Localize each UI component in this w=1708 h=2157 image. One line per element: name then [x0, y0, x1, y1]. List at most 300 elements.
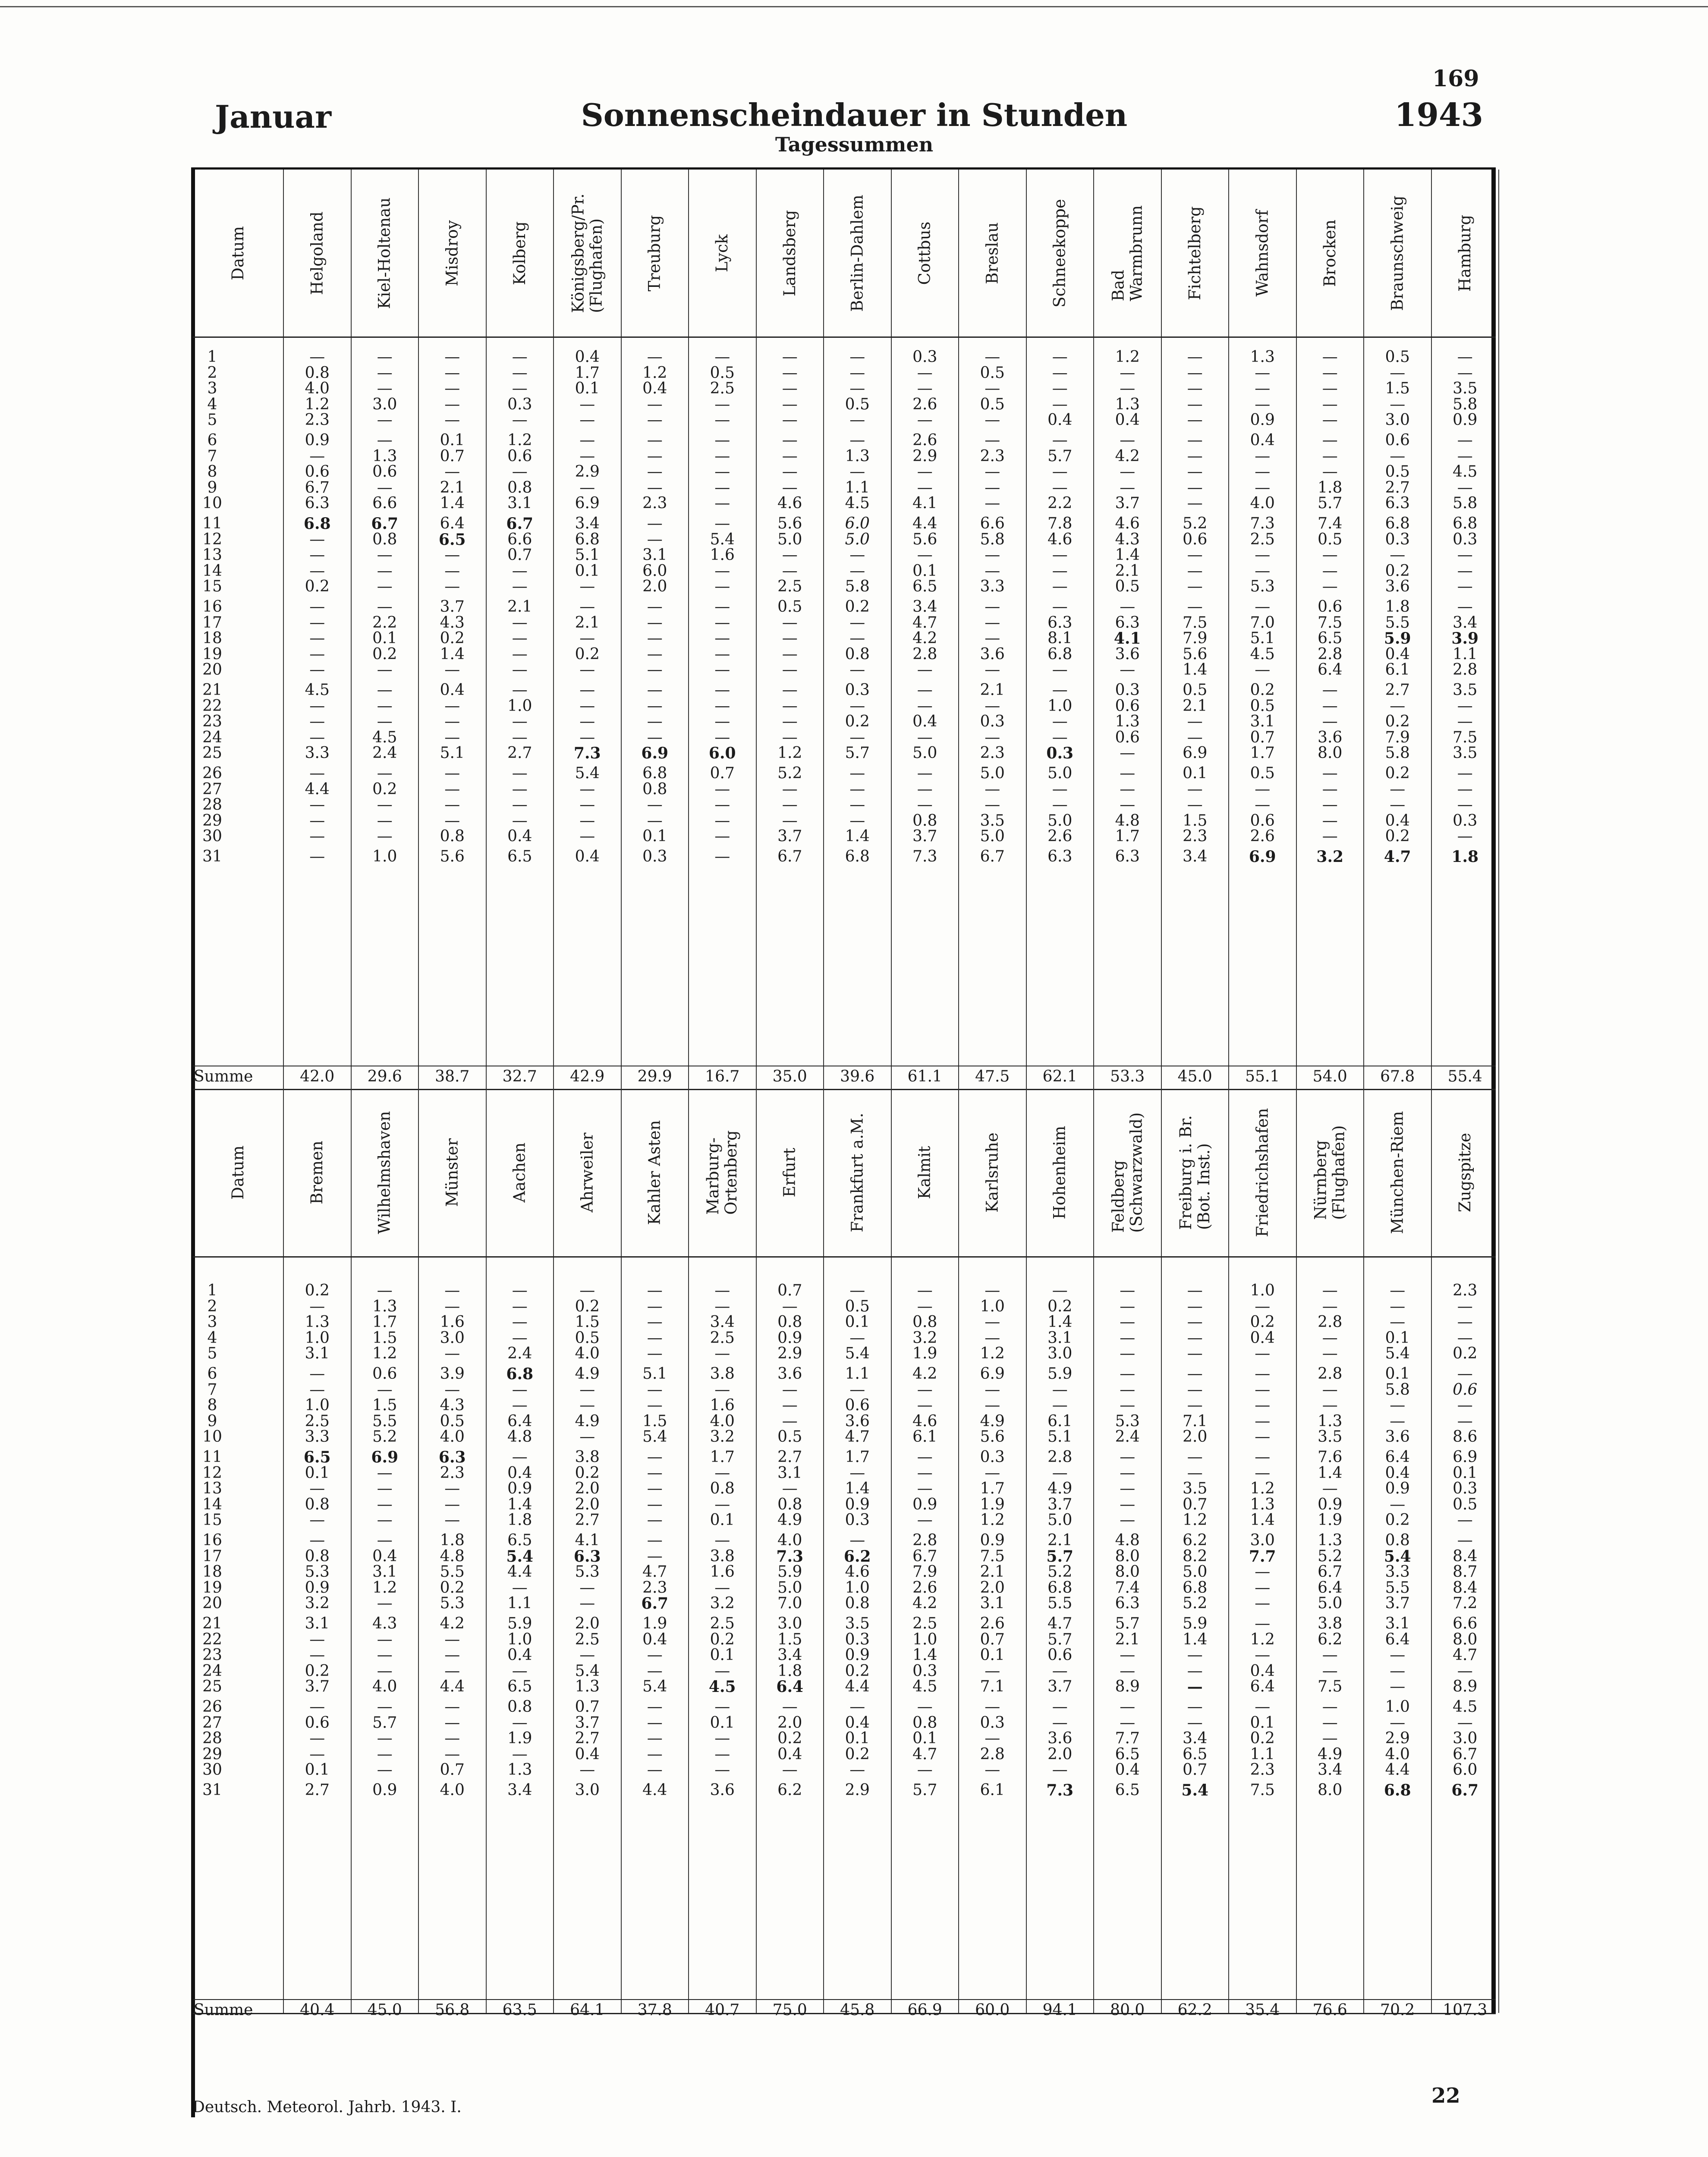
station-header — [1229, 1089, 1296, 1256]
day-label: 9 — [207, 478, 217, 497]
value-cell: — — [917, 1698, 933, 1716]
value-cell: 7.9 — [1385, 728, 1410, 746]
value-cell: — — [714, 1761, 730, 1779]
value-cell: 2.4 — [1115, 1428, 1140, 1446]
value-cell: 3.6 — [777, 1365, 802, 1383]
value-cell: 6.5 — [507, 1531, 532, 1549]
value-cell: 0.2 — [710, 1630, 735, 1648]
value-cell: 4.7 — [912, 613, 937, 632]
value-cell: 6.8 — [1183, 1578, 1208, 1597]
value-cell: — — [985, 613, 1000, 632]
value-cell: — — [512, 629, 528, 648]
value-cell: — — [309, 811, 325, 830]
value-cell: — — [579, 431, 595, 449]
value-cell: — — [1120, 1365, 1136, 1383]
value-cell: — — [1052, 1380, 1068, 1399]
value-cell: 4.0 — [1385, 1745, 1410, 1763]
value-cell: 5.9 — [1183, 1615, 1208, 1632]
value-cell: 2.3 — [305, 411, 330, 429]
value-cell: — — [782, 1380, 798, 1399]
value-cell: 4.2 — [912, 629, 937, 648]
value-cell: 3.4 — [777, 1646, 802, 1664]
value-cell: 5.4 — [845, 1345, 870, 1363]
day-label: 10 — [202, 1428, 222, 1446]
value-cell: 5.7 — [1115, 1615, 1140, 1632]
value-cell: — — [1390, 1495, 1406, 1513]
value-cell: — — [512, 1578, 528, 1597]
value-cell: — — [1120, 780, 1136, 798]
value-cell: 3.1 — [980, 1594, 1005, 1613]
value-cell: — — [1052, 1464, 1068, 1482]
value-cell: 1.3 — [507, 1761, 532, 1779]
value-cell: — — [1187, 348, 1203, 366]
value-cell: 0.2 — [845, 1662, 870, 1680]
value-cell: 3.3 — [1385, 1563, 1410, 1581]
value-cell: — — [714, 431, 730, 449]
value-cell: — — [309, 530, 325, 548]
value-cell: — — [1457, 697, 1473, 715]
value-cell: — — [917, 1480, 933, 1498]
value-cell: 0.2 — [1047, 1297, 1073, 1315]
value-cell: — — [917, 796, 933, 814]
value-cell: 6.8 — [1384, 1781, 1411, 1799]
value-cell: — — [309, 1480, 325, 1498]
value-cell: 4.7 — [912, 1745, 937, 1763]
station-header — [1161, 1089, 1229, 1256]
value-cell: 6.4 — [1318, 661, 1343, 679]
value-cell: 0.7 — [1250, 728, 1275, 746]
value-cell: 3.9 — [440, 1365, 465, 1383]
value-cell: — — [1322, 1282, 1338, 1299]
day-label: 17 — [202, 1547, 222, 1565]
value-cell: 5.1 — [575, 546, 600, 564]
value-cell: — — [579, 697, 595, 715]
station-name: Hohenheim — [1050, 1126, 1069, 1220]
station-header — [1296, 170, 1364, 336]
value-cell: 0.4 — [777, 1745, 802, 1763]
value-cell: 2.1 — [980, 1563, 1005, 1581]
day-label: 12 — [202, 530, 222, 548]
value-cell: 0.1 — [912, 1729, 937, 1748]
value-cell: 8.4 — [1453, 1547, 1478, 1565]
corner-number: 22 — [1431, 2084, 1460, 2108]
value-cell: — — [1187, 1662, 1203, 1680]
value-cell: 0.9 — [845, 1646, 870, 1664]
value-cell: 2.0 — [777, 1714, 802, 1732]
value-cell: — — [1322, 348, 1338, 366]
value-cell: 4.8 — [1115, 811, 1140, 830]
day-label: 2 — [207, 1297, 217, 1315]
value-cell: 1.3 — [305, 1313, 330, 1331]
value-cell: — — [1322, 578, 1338, 596]
value-cell: — — [647, 1297, 663, 1315]
value-cell: — — [985, 411, 1000, 429]
value-cell: 5.0 — [1183, 1563, 1208, 1581]
value-cell: 6.2 — [843, 1547, 871, 1566]
value-cell: 7.5 — [1250, 1781, 1275, 1799]
value-cell: — — [1390, 796, 1406, 814]
value-cell: 4.0 — [372, 1678, 397, 1696]
value-cell: 6.0 — [1453, 1761, 1478, 1779]
value-cell: 3.6 — [1385, 578, 1410, 596]
value-cell: — — [377, 713, 393, 731]
day-label: 19 — [202, 645, 222, 663]
summe-cell: 40.7 — [705, 2001, 740, 2019]
value-cell: 6.6 — [1453, 1615, 1478, 1632]
value-cell: — — [377, 661, 393, 679]
value-cell: — — [647, 1662, 663, 1680]
value-cell: 0.4 — [1250, 1329, 1275, 1347]
value-cell: 6.9 — [1249, 848, 1276, 866]
value-cell: 3.4 — [710, 1313, 735, 1331]
value-cell: 6.6 — [507, 530, 532, 548]
value-cell: 0.4 — [1385, 811, 1410, 830]
value-cell: — — [512, 1396, 528, 1415]
value-cell: — — [512, 728, 528, 746]
station-name: Lyck — [713, 234, 732, 272]
value-cell: 5.7 — [845, 744, 870, 762]
value-cell: — — [985, 1282, 1000, 1299]
summe-cell: 56.8 — [435, 2001, 470, 2019]
value-cell: — — [714, 780, 730, 798]
value-cell: 8.4 — [1453, 1578, 1478, 1597]
value-cell: 8.9 — [1453, 1678, 1478, 1696]
value-cell: 6.3 — [573, 1547, 601, 1566]
value-cell: — — [309, 697, 325, 715]
value-cell: — — [714, 1380, 730, 1399]
value-cell: — — [309, 1511, 325, 1529]
value-cell: 6.3 — [1047, 848, 1073, 865]
value-cell: 1.4 — [912, 1646, 937, 1664]
value-cell: — — [1390, 1282, 1406, 1299]
value-cell: — — [647, 811, 663, 830]
value-cell: — — [1052, 395, 1068, 413]
value-cell: — — [377, 1662, 393, 1680]
value-cell: 7.3 — [912, 848, 937, 865]
value-cell: 1.8 — [1451, 848, 1479, 866]
station-name: Berlin-Dahlem — [848, 194, 867, 312]
value-cell: 6.5 — [507, 848, 532, 865]
value-cell: — — [849, 463, 865, 481]
value-cell: — — [512, 811, 528, 830]
value-cell: — — [714, 811, 730, 830]
value-cell: — — [309, 1365, 325, 1383]
station-name: Hamburg — [1455, 214, 1474, 292]
value-cell: — — [377, 1630, 393, 1648]
value-cell: 5.5 — [1385, 1578, 1410, 1597]
value-cell: — — [917, 1297, 933, 1315]
station-name: Erfurt — [780, 1148, 799, 1198]
value-cell: — — [1255, 1464, 1271, 1482]
value-cell: 2.5 — [305, 1412, 330, 1430]
value-cell: — — [647, 478, 663, 497]
value-cell: — — [1187, 364, 1203, 382]
value-cell: — — [714, 1345, 730, 1363]
summe-cell: 54.0 — [1312, 1068, 1347, 1085]
value-cell: — — [444, 1511, 460, 1529]
value-cell: 2.1 — [507, 598, 532, 616]
value-cell: 2.8 — [1047, 1448, 1073, 1466]
value-cell: — — [579, 411, 595, 429]
value-cell: 0.2 — [1385, 1511, 1410, 1529]
value-cell: — — [512, 1380, 528, 1399]
value-cell: 0.5 — [980, 364, 1005, 382]
value-cell: 5.8 — [1385, 1380, 1410, 1399]
value-cell: 1.7 — [1115, 827, 1140, 846]
station-name: Zugspitze — [1455, 1133, 1474, 1212]
value-cell: — — [377, 546, 393, 564]
value-cell: — — [1187, 796, 1203, 814]
value-cell: — — [579, 796, 595, 814]
value-cell: 2.9 — [845, 1781, 870, 1799]
value-cell: — — [1052, 431, 1068, 449]
value-cell: — — [1187, 562, 1203, 580]
value-cell: 3.8 — [710, 1547, 735, 1565]
value-cell: — — [849, 1761, 865, 1779]
value-cell: 3.3 — [305, 744, 330, 762]
day-label: 19 — [202, 1578, 222, 1597]
value-cell: 0.4 — [1250, 1662, 1275, 1680]
value-cell: 1.3 — [575, 1678, 600, 1696]
value-cell: — — [444, 1282, 460, 1299]
value-cell: 2.9 — [912, 447, 937, 465]
value-cell: 0.7 — [575, 1698, 600, 1716]
value-cell: 6.8 — [1385, 515, 1410, 532]
value-cell: — — [647, 1714, 663, 1732]
value-cell: 1.2 — [1115, 348, 1140, 366]
value-cell: — — [917, 1380, 933, 1399]
value-cell: 5.8 — [980, 530, 1005, 548]
value-cell: 0.5 — [575, 1329, 600, 1347]
value-cell: — — [444, 562, 460, 580]
value-cell: 0.5 — [980, 395, 1005, 413]
value-cell: — — [1255, 1615, 1271, 1632]
value-cell: 0.3 — [912, 1662, 937, 1680]
value-cell: 0.1 — [912, 562, 937, 580]
value-cell: — — [579, 629, 595, 648]
value-cell: — — [985, 1380, 1000, 1399]
value-cell: — — [782, 348, 798, 366]
value-cell: 5.2 — [372, 1428, 397, 1446]
value-cell: — — [512, 1745, 528, 1763]
value-cell: — — [377, 796, 393, 814]
station-header — [283, 1089, 351, 1256]
value-cell: 5.6 — [440, 848, 465, 865]
value-cell: 2.3 — [642, 1578, 667, 1597]
value-cell: 0.1 — [642, 827, 667, 846]
value-cell: — — [444, 463, 460, 481]
value-cell: 2.8 — [1318, 645, 1343, 663]
value-cell: — — [377, 1745, 393, 1763]
station-header — [891, 170, 959, 336]
value-cell: — — [309, 661, 325, 679]
value-cell: 1.8 — [1385, 598, 1410, 616]
value-cell: 0.3 — [845, 681, 870, 699]
value-cell: — — [309, 1646, 325, 1664]
value-cell: 5.2 — [777, 764, 802, 782]
value-cell: 0.2 — [1250, 1313, 1275, 1331]
value-cell: — — [714, 348, 730, 366]
day-label: 29 — [202, 811, 222, 830]
summe-cell: 53.3 — [1110, 1068, 1145, 1085]
value-cell: 4.4 — [642, 1781, 667, 1799]
value-cell: — — [849, 546, 865, 564]
value-cell: 0.6 — [1385, 431, 1410, 449]
value-cell: 6.7 — [506, 515, 534, 533]
value-cell: — — [714, 728, 730, 746]
value-cell: 3.2 — [1316, 848, 1344, 866]
value-cell: — — [1255, 1396, 1271, 1415]
value-cell: — — [377, 364, 393, 382]
value-cell: 1.5 — [372, 1329, 397, 1347]
value-cell: 7.2 — [1453, 1594, 1478, 1613]
value-cell: 0.8 — [507, 1698, 532, 1716]
value-cell: — — [917, 1761, 933, 1779]
value-cell: — — [444, 395, 460, 413]
value-cell: 3.2 — [710, 1594, 735, 1613]
value-cell: 4.4 — [845, 1678, 870, 1696]
summe-cell: 42.0 — [300, 1068, 335, 1085]
value-cell: 5.7 — [1318, 494, 1343, 513]
value-cell: 6.9 — [371, 1448, 399, 1466]
day-label: 26 — [202, 764, 222, 782]
datum-label: Datum — [228, 1145, 247, 1200]
value-cell: — — [1255, 1698, 1271, 1716]
value-cell: 7.5 — [1318, 613, 1343, 632]
day-label: 20 — [202, 661, 222, 679]
value-cell: — — [377, 1594, 393, 1613]
value-cell: 2.3 — [980, 744, 1005, 762]
value-cell: 3.1 — [777, 1464, 802, 1482]
value-cell: — — [1255, 598, 1271, 616]
value-cell: 2.3 — [440, 1464, 465, 1482]
value-cell: — — [782, 645, 798, 663]
value-cell: — — [1120, 1297, 1136, 1315]
value-cell: 0.6 — [372, 1365, 397, 1383]
value-cell: 5.0 — [777, 1578, 802, 1597]
value-cell: — — [849, 1531, 865, 1549]
value-cell: — — [849, 629, 865, 648]
value-cell: — — [579, 578, 595, 596]
value-cell: 0.1 — [1250, 1714, 1275, 1732]
value-cell: 3.5 — [1183, 1480, 1208, 1498]
value-cell: 2.1 — [1115, 1630, 1140, 1648]
value-cell: — — [714, 1495, 730, 1513]
value-cell: — — [512, 1282, 528, 1299]
value-cell: 3.8 — [710, 1365, 735, 1383]
value-cell: 4.6 — [912, 1412, 937, 1430]
value-cell: 6.7 — [980, 848, 1005, 865]
value-cell: 0.9 — [1453, 411, 1478, 429]
footer-citation: Deutsch. Meteorol. Jahrb. 1943. I. — [192, 2098, 462, 2116]
summe-cell: 29.6 — [367, 1068, 402, 1085]
value-cell: — — [647, 1745, 663, 1763]
summe-cell: 45.0 — [1177, 1068, 1212, 1085]
value-cell: — — [985, 1329, 1000, 1347]
value-cell: 0.8 — [777, 1313, 802, 1331]
value-cell: 4.4 — [1385, 1761, 1410, 1779]
value-cell: 2.6 — [980, 1615, 1005, 1632]
value-cell: — — [647, 661, 663, 679]
value-cell: 0.3 — [845, 1630, 870, 1648]
day-label: 25 — [202, 744, 222, 762]
value-cell: 0.4 — [575, 1745, 600, 1763]
value-cell: — — [714, 796, 730, 814]
value-cell: — — [849, 1464, 865, 1482]
value-cell: — — [647, 1396, 663, 1415]
value-cell: — — [1457, 598, 1473, 616]
value-cell: — — [309, 848, 325, 865]
value-cell: 1.9 — [1318, 1511, 1343, 1529]
value-cell: — — [714, 1662, 730, 1680]
value-cell: 1.3 — [1115, 713, 1140, 731]
station-header — [1026, 170, 1094, 336]
station-header — [689, 170, 756, 336]
value-cell: 5.5 — [1047, 1594, 1073, 1613]
value-cell: — — [579, 827, 595, 846]
station-name: Freiburg i. Br. (Bot. Inst.) — [1176, 1115, 1213, 1230]
value-cell: 2.0 — [575, 1480, 600, 1498]
value-cell: — — [579, 1594, 595, 1613]
value-cell: — — [377, 431, 393, 449]
station-header — [689, 1089, 756, 1256]
station-header — [756, 170, 824, 336]
value-cell: 4.7 — [1453, 1646, 1478, 1664]
value-cell: — — [647, 395, 663, 413]
value-cell: 2.0 — [1183, 1428, 1208, 1446]
value-cell: — — [1322, 796, 1338, 814]
value-cell: — — [782, 661, 798, 679]
value-cell: 4.7 — [1047, 1615, 1073, 1632]
value-cell: — — [1457, 1662, 1473, 1680]
value-cell: 0.7 — [1183, 1761, 1208, 1779]
station-name: Kolberg — [510, 221, 529, 285]
value-cell: 8.0 — [1318, 744, 1343, 762]
value-cell: 2.3 — [1250, 1761, 1275, 1779]
value-cell: 0.5 — [710, 364, 735, 382]
value-cell: — — [917, 661, 933, 679]
station-name: Brocken — [1320, 219, 1339, 287]
value-cell: — — [1457, 1511, 1473, 1529]
station-header — [1094, 1089, 1161, 1256]
value-cell: 0.9 — [1318, 1495, 1343, 1513]
value-cell: — — [377, 1282, 393, 1299]
value-cell: — — [512, 661, 528, 679]
value-cell: 5.0 — [1047, 1511, 1073, 1529]
day-label: 28 — [202, 796, 222, 814]
value-cell: 2.4 — [507, 1345, 532, 1363]
value-cell: — — [377, 1480, 393, 1498]
value-cell: — — [1187, 1282, 1203, 1299]
value-cell: 3.1 — [1250, 713, 1275, 731]
value-cell: — — [309, 645, 325, 663]
value-cell: 0.7 — [440, 1761, 465, 1779]
value-cell: 0.2 — [1250, 681, 1275, 699]
value-cell: 0.1 — [575, 562, 600, 580]
value-cell: 7.3 — [776, 1547, 804, 1566]
value-cell: 0.4 — [1047, 411, 1073, 429]
value-cell: 4.9 — [575, 1365, 600, 1383]
value-cell: 6.3 — [305, 494, 330, 513]
value-cell: 1.5 — [1385, 380, 1410, 398]
value-cell: — — [1052, 1714, 1068, 1732]
value-cell: 6.3 — [1115, 1594, 1140, 1613]
day-label: 7 — [207, 1380, 217, 1399]
station-name: Karlsruhe — [983, 1132, 1002, 1213]
value-cell: 0.4 — [1385, 645, 1410, 663]
value-cell: — — [309, 447, 325, 465]
summe-cell: 62.1 — [1042, 1068, 1077, 1085]
